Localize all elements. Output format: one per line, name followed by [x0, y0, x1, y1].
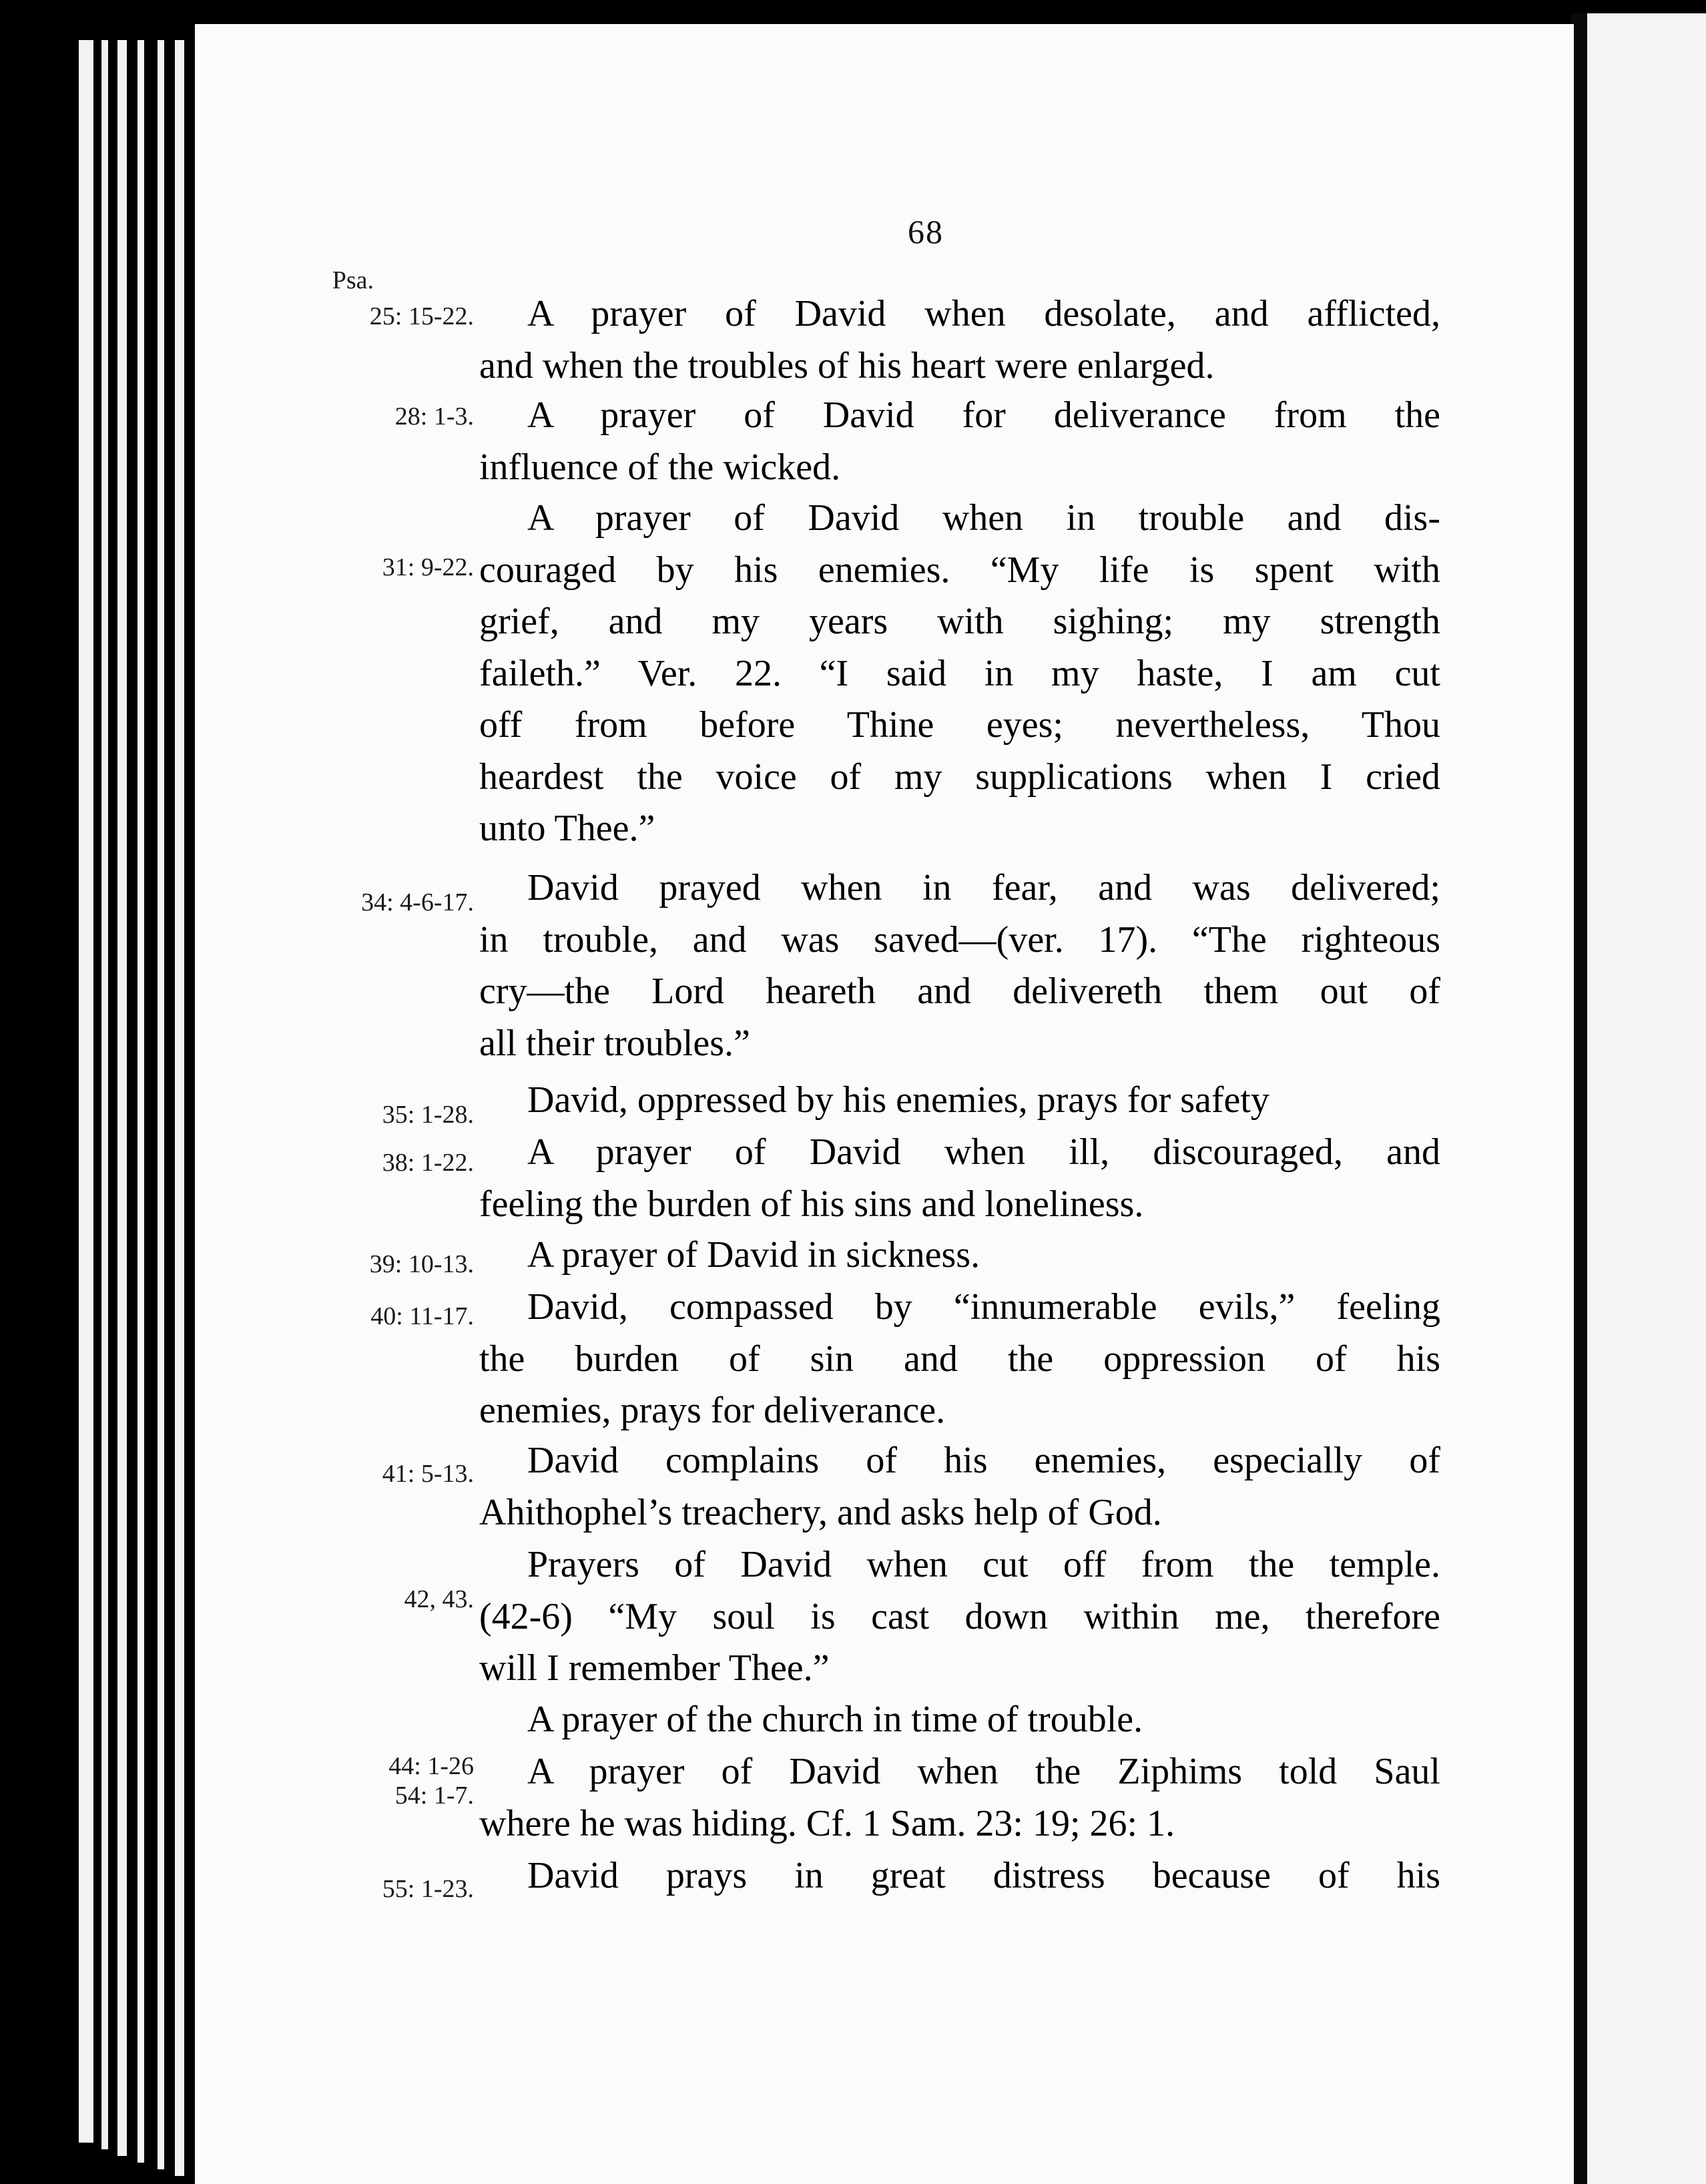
entry-line: all their troubles.” [479, 1022, 750, 1064]
entry-line: David, oppressed by his enemies, prays for safety [527, 1079, 1269, 1121]
entry-text [479, 390, 1440, 493]
scripture-reference: 25: 15-22. [369, 302, 474, 330]
entry-line: off from before Thine eyes; nevertheless, Thou [479, 704, 1440, 746]
entry-line: Prayers of David when cut off from the temple. [527, 1544, 1440, 1585]
entry-text [479, 1746, 1440, 1850]
entry-line: David prays in great distress because of his [527, 1855, 1440, 1896]
entry-line: influence of the wicked. [479, 446, 841, 488]
entry-line: in trouble, and was saved—(ver. 17). “The righteous [479, 918, 1440, 961]
entry-line: will I remember Thee.” [479, 1647, 830, 1689]
entry-text [479, 1282, 1440, 1437]
page-number: 68 [908, 213, 944, 250]
entry-line: couraged by his enemies. “My life is spent with [479, 549, 1440, 591]
entry-text [479, 1127, 1440, 1230]
book-label: Psa. [332, 266, 374, 294]
page-edge [137, 40, 144, 2163]
scripture-reference: 55: 1-23. [382, 1875, 474, 1903]
page-edge [175, 40, 184, 2176]
entry-text [479, 493, 1440, 855]
scripture-reference: 28: 1-3. [394, 402, 474, 431]
entry-line: unto Thee.” [479, 808, 655, 849]
entry-line: where he was hiding. Cf. 1 Sam. 23: 19; 26: 1. [479, 1802, 1175, 1844]
scripture-reference: 38: 1-22. [382, 1149, 474, 1177]
entry-text [479, 1230, 1440, 1282]
entry-text [479, 862, 1440, 1069]
entry-line: David, compassed by “innumerable evils,” feeling [527, 1286, 1440, 1328]
scripture-reference: 40: 11-17. [370, 1302, 474, 1330]
entry-line: David complains of his enemies, especially of [527, 1440, 1440, 1481]
entry-line: Ahithophel’s treachery, and asks help of God. [479, 1491, 1162, 1533]
entry-line: faileth.” Ver. 22. “I said in my haste, I am cut [479, 652, 1440, 694]
page-edge [79, 40, 93, 2143]
entry-text [479, 288, 1440, 392]
scripture-reference: 44: 1-26 [388, 1752, 474, 1780]
entry-line: feeling the burden of his sins and loneliness. [479, 1183, 1144, 1225]
entry-line: and when the troubles of his heart were enlarged. [479, 344, 1215, 386]
entry-line: grief, and my years with sighing; my strength [479, 601, 1440, 642]
entry-line: A prayer of David in sickness. [527, 1234, 980, 1276]
scripture-reference: 35: 1-28. [382, 1101, 474, 1129]
facing-page-edge [1587, 13, 1706, 2184]
scripture-reference: 42, 43. [404, 1585, 474, 1613]
entry-line: A prayer of David for deliverance from the [527, 394, 1440, 436]
entry-line: (42-6) “My soul is cast down within me, therefore [479, 1595, 1440, 1637]
entry-line: A prayer of David when ill, discouraged, and [527, 1131, 1440, 1173]
scripture-reference: 39: 10-13. [369, 1250, 474, 1278]
entry-text [479, 1539, 1440, 1695]
entry-text [479, 1075, 1440, 1127]
page-edge [158, 40, 164, 2169]
entry-line: A prayer of the church in time of trouble. [527, 1699, 1143, 1740]
entry-line: David prayed when in fear, and was delivered; [527, 867, 1440, 908]
entry-line: A prayer of David when in trouble and dis- [527, 497, 1440, 539]
entry-line: A prayer of David when the Ziphims told Saul [527, 1751, 1440, 1792]
page-edge [117, 40, 127, 2156]
entry-line: the burden of sin and the oppression of his [479, 1338, 1440, 1380]
entry-line: cry—the Lord heareth and delivereth them out of [479, 971, 1440, 1012]
scripture-reference: 54: 1-7. [394, 1782, 474, 1810]
page-edge [101, 40, 108, 2149]
scripture-reference: 31: 9-22. [382, 553, 474, 581]
scripture-reference: 34: 4-6-17. [361, 888, 474, 916]
entry-text [479, 1694, 1440, 1746]
scripture-reference: 41: 5-13. [382, 1460, 474, 1488]
entry-line: A prayer of David when desolate, and afflicted, [527, 293, 1440, 334]
entry-line: heardest the voice of my supplications when I cried [479, 756, 1440, 798]
entry-text [479, 1435, 1440, 1539]
entry-text [479, 1850, 1440, 1902]
entry-line: enemies, prays for deliverance. [479, 1390, 946, 1431]
